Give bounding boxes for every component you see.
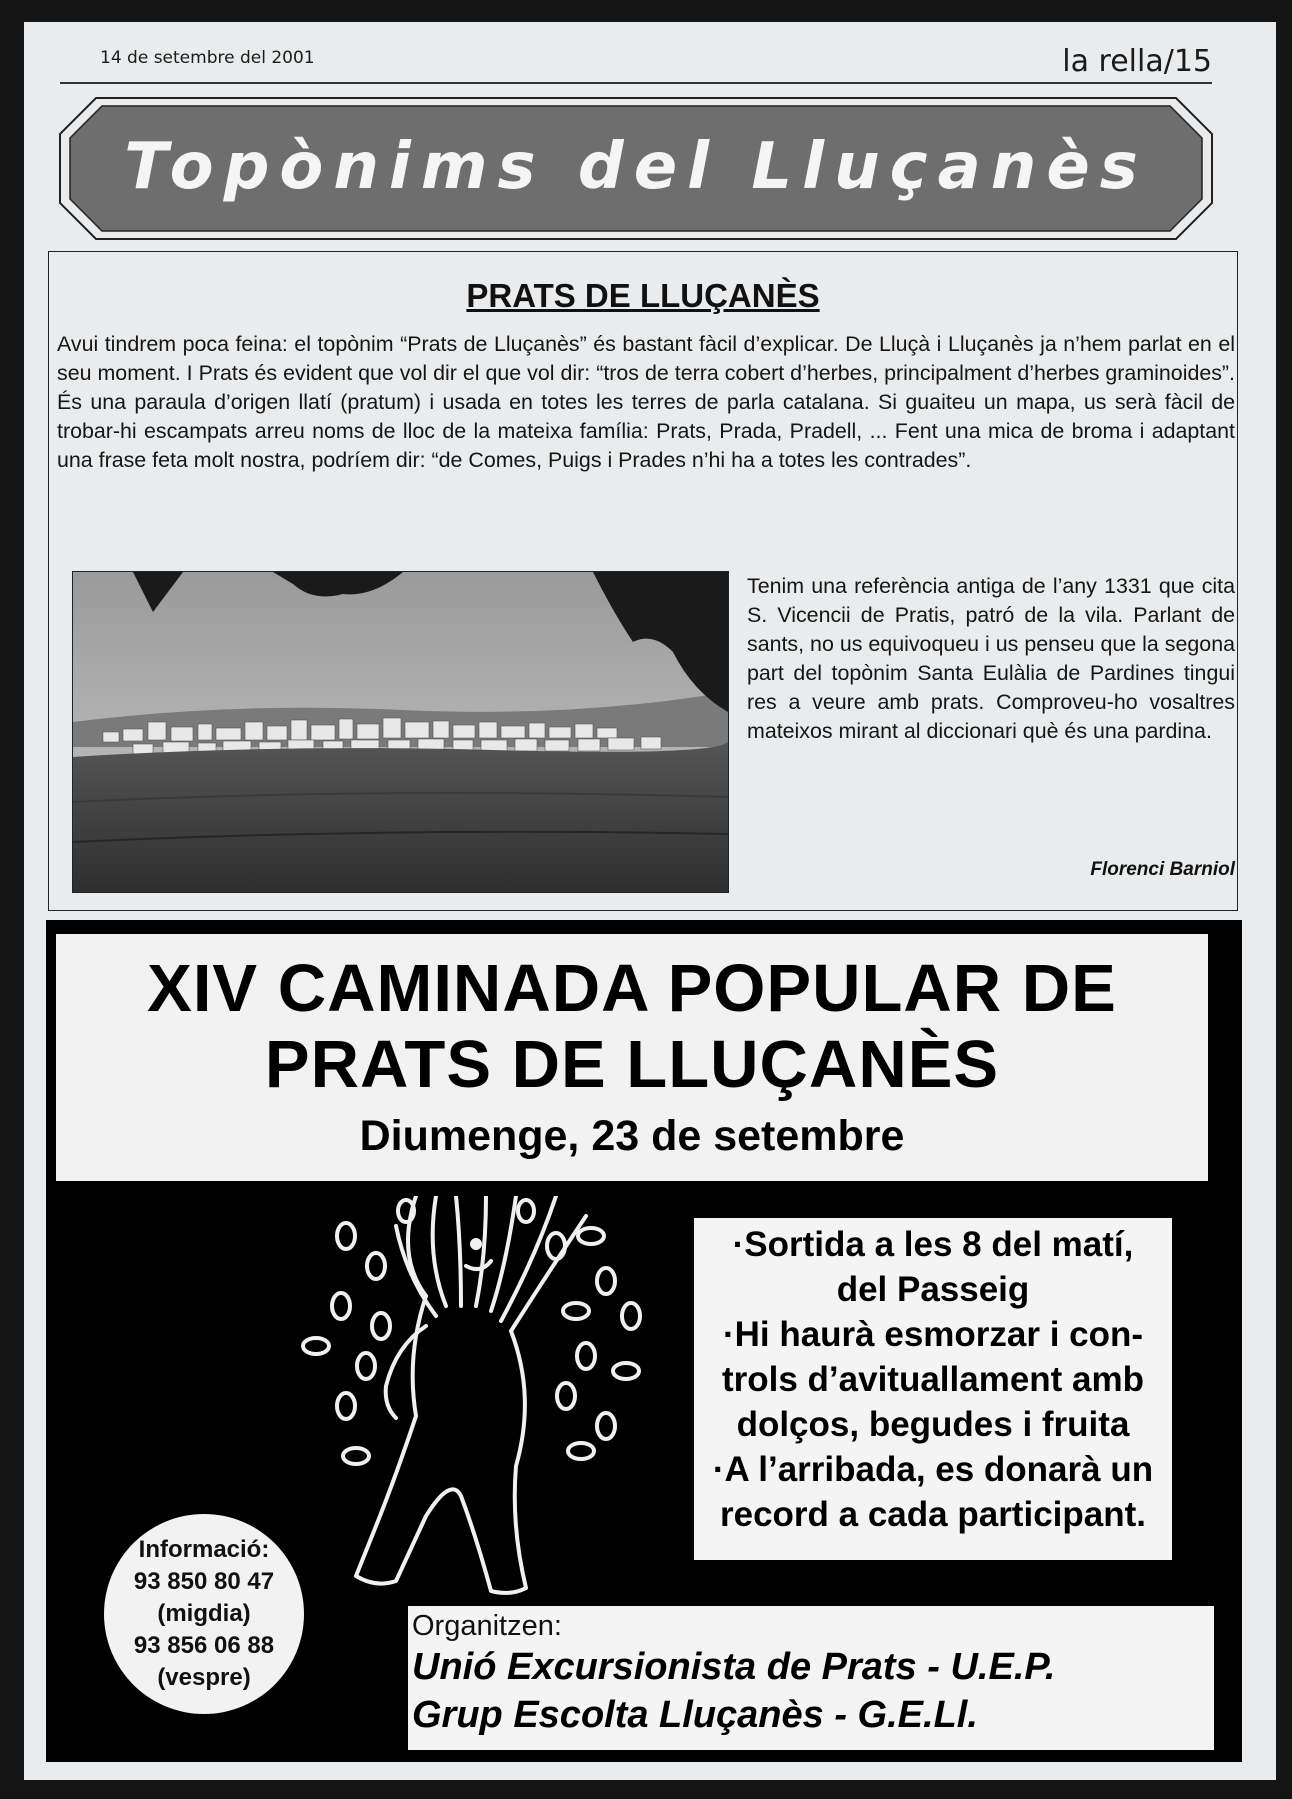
event-detail-line: ·Sortida a les 8 del matí, xyxy=(732,1225,1134,1264)
section-banner xyxy=(58,96,1214,241)
event-detail-line: ·Hi haurà esmorzar i con- xyxy=(722,1315,1144,1354)
event-poster xyxy=(46,920,1242,1762)
event-detail-line: ·A l’arribada, es donarà un xyxy=(712,1450,1154,1489)
organizers-label: Organitzen: xyxy=(412,1610,562,1642)
event-detail-line: record a cada participant. xyxy=(720,1495,1146,1534)
event-detail-line: del Passeig xyxy=(836,1270,1030,1309)
poster-title-line-2: PRATS DE LLUÇANÈS xyxy=(264,1027,1000,1102)
organizer-1: Unió Excursionista de Prats - U.E.P. xyxy=(412,1646,1056,1688)
contact-note-2: (vespre) xyxy=(157,1664,251,1691)
town-landscape-image xyxy=(73,572,728,892)
contact-label: Informació: xyxy=(138,1536,270,1563)
magazine-page-number: la rella/15 xyxy=(1062,44,1212,79)
poster-title-line-1: XIV CAMINADA POPULAR DE xyxy=(147,951,1117,1026)
article-author: Florenci Barniol xyxy=(1090,859,1235,880)
article-box xyxy=(48,251,1238,911)
article-paragraph-2: Tenim una referència antiga de l’any 1331 que cita S. Vicencii de Pratis, patró de la vila. Parlant de sants, no us equivoqueu i us penseu que la segona part del topònim Santa Eulàlia de Pardines tingui res a veure amb prats. Comproveu-ho vosaltres mateixos mirant al diccionari què és una pardina. xyxy=(747,574,1235,743)
article-paragraph-1: Avui tindrem poca feina: el topònim “Prats de Lluçanès” és bastant fàcil d’explicar. De Lluçà i Lluçanès ja n’hem parlat en el seu moment. I Prats és evident que vol dir el que vol dir: “tros de terra cobert d’herbes, principalment d’herbes graminoides”. És una paraula d’origen llatí (pratum) i usada en totes les terres de parla catalana. Si guaiteu un mapa, us serà fàcil de trobar-hi escampats arreu noms de lloc de la mateixa família: Prats, Prada, Pradell, ... Fent una mica de broma i adaptant una frase feta molt nostra, podríem dir: “de Comes, Puigs i Prades n’hi ha a totes les contrades”. xyxy=(57,332,1235,472)
town-photo xyxy=(72,571,729,893)
event-detail-line: dolços, begudes i fruita xyxy=(736,1405,1130,1444)
contact-phone-1: 93 850 80 47 xyxy=(133,1568,275,1595)
header-rule xyxy=(60,82,1212,84)
issue-date: 14 de setembre del 2001 xyxy=(100,48,315,68)
contact-info-circle xyxy=(104,1514,304,1714)
newspaper-page xyxy=(24,22,1276,1780)
poster-title-box xyxy=(56,934,1208,1181)
organizers-box xyxy=(408,1606,1214,1750)
article-heading: PRATS DE LLUÇANÈS xyxy=(466,277,820,314)
contact-note-1: (migdia) xyxy=(157,1600,251,1627)
organizer-2: Grup Escolta Lluçanès - G.E.Ll. xyxy=(412,1694,978,1736)
poster-event-date: Diumenge, 23 de setembre xyxy=(359,1112,905,1160)
event-detail-line: trols d’avituallament amb xyxy=(721,1360,1145,1399)
contact-phone-2: 93 856 06 88 xyxy=(133,1632,275,1659)
walking-tree-illustration xyxy=(286,1196,706,1626)
section-title: Topònims del Lluçanès xyxy=(124,130,1148,204)
event-details-box xyxy=(694,1218,1172,1560)
